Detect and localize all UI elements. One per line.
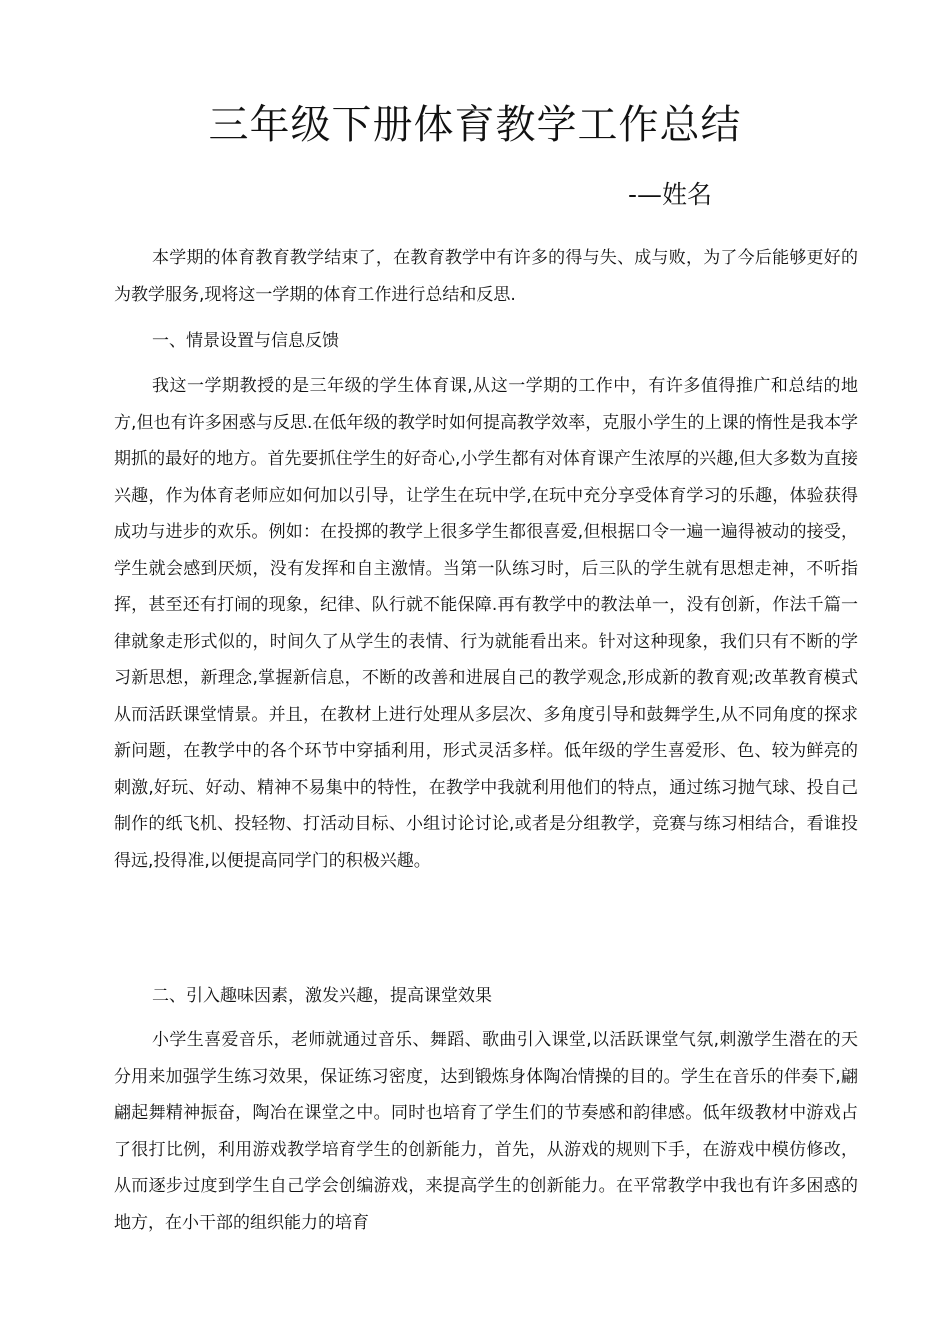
- section-heading-1: 一、情景设置与信息反馈: [152, 331, 339, 351]
- document-title: 三年级下册体育教学工作总结: [208, 102, 742, 148]
- paragraph-intro: 本学期的体育教育教学结束了，在教育教学中有许多的得与失、成与败，为了今后能够更好的为教学服务,现将这一学期的体育工作进行总结和反思.: [114, 248, 858, 305]
- paragraph-section-1: 我这一学期教授的是三年级的学生体育课,从这一学期的工作中，有许多值得推广和总结的地方,但也有许多困惑与反思.在低年级的教学时如何提高教学效率，克服小学生的上课的惰性是我本学期抓的最好的地方。首先要抓住学生的好奇心,小学生都有对体育课产生浓厚的兴趣,但大多数为直接兴趣，作为体育老师应如何加以引导，让学生在玩中学,在玩中充分享受体育学习的乐趣，体验获得成功与进步的欢乐。例如：在投掷的教学上很多学生都很喜爱,但根据口令一遍一遍得被动的接受，学生就会感到厌烦，没有发挥和自主激情。当第一队练习时，后三队的学生就有思想走神，不听指挥，甚至还有打闹的现象，纪律、队行就不能保障.再有教学中的教法单一，没有创新，作法千篇一律就象走形式似的，时间久了从学生的表情、行为就能看出来。针对这种现象，我们只有不断的学习新思想，新理念,掌握新信息，不断的改善和进展自己的教学观念,形成新的教育观;改革教育模式从而活跃课堂情景。并且，在教材上进行处理从多层次、多角度引导和鼓舞学生,从不同角度的探求新问题，在教学中的各个环节中穿插利用，形式灵活多样。低年级的学生喜爱形、色、较为鲜亮的刺激,好玩、好动、精神不易集中的特性，在教学中我就利用他们的特点，通过练习抛气球、投自己制作的纸飞机、投轻物、打活动目标、小组讨论讨论,或者是分组教学，竞赛与练习相结合，看谁投得远,投得准,以便提高同学门的积极兴趣。: [114, 376, 858, 871]
- author-line: -—姓名: [628, 180, 713, 209]
- paragraph-section-2: 小学生喜爱音乐，老师就通过音乐、舞蹈、歌曲引入课堂,以活跃课堂气氛,刺激学生潜在的天分用来加强学生练习效果，保证练习密度，达到锻炼身体陶冶情操的目的。学生在音乐的伴奏下,翩翩起舞精神振奋，陶冶在课堂之中。同时也培育了学生们的节奏感和韵律感。低年级教材中游戏占了很打比例，利用游戏教学培育学生的创新能力，首先，从游戏的规则下手，在游戏中模仿修改，从而逐步过度到学生自己学会创编游戏，来提高学生的创新能力。在平常教学中我也有许多困惑的地方，在小干部的组织能力的培育: [114, 1030, 858, 1233]
- section-heading-2: 二、引入趣味因素，激发兴趣，提高课堂效果: [152, 986, 492, 1006]
